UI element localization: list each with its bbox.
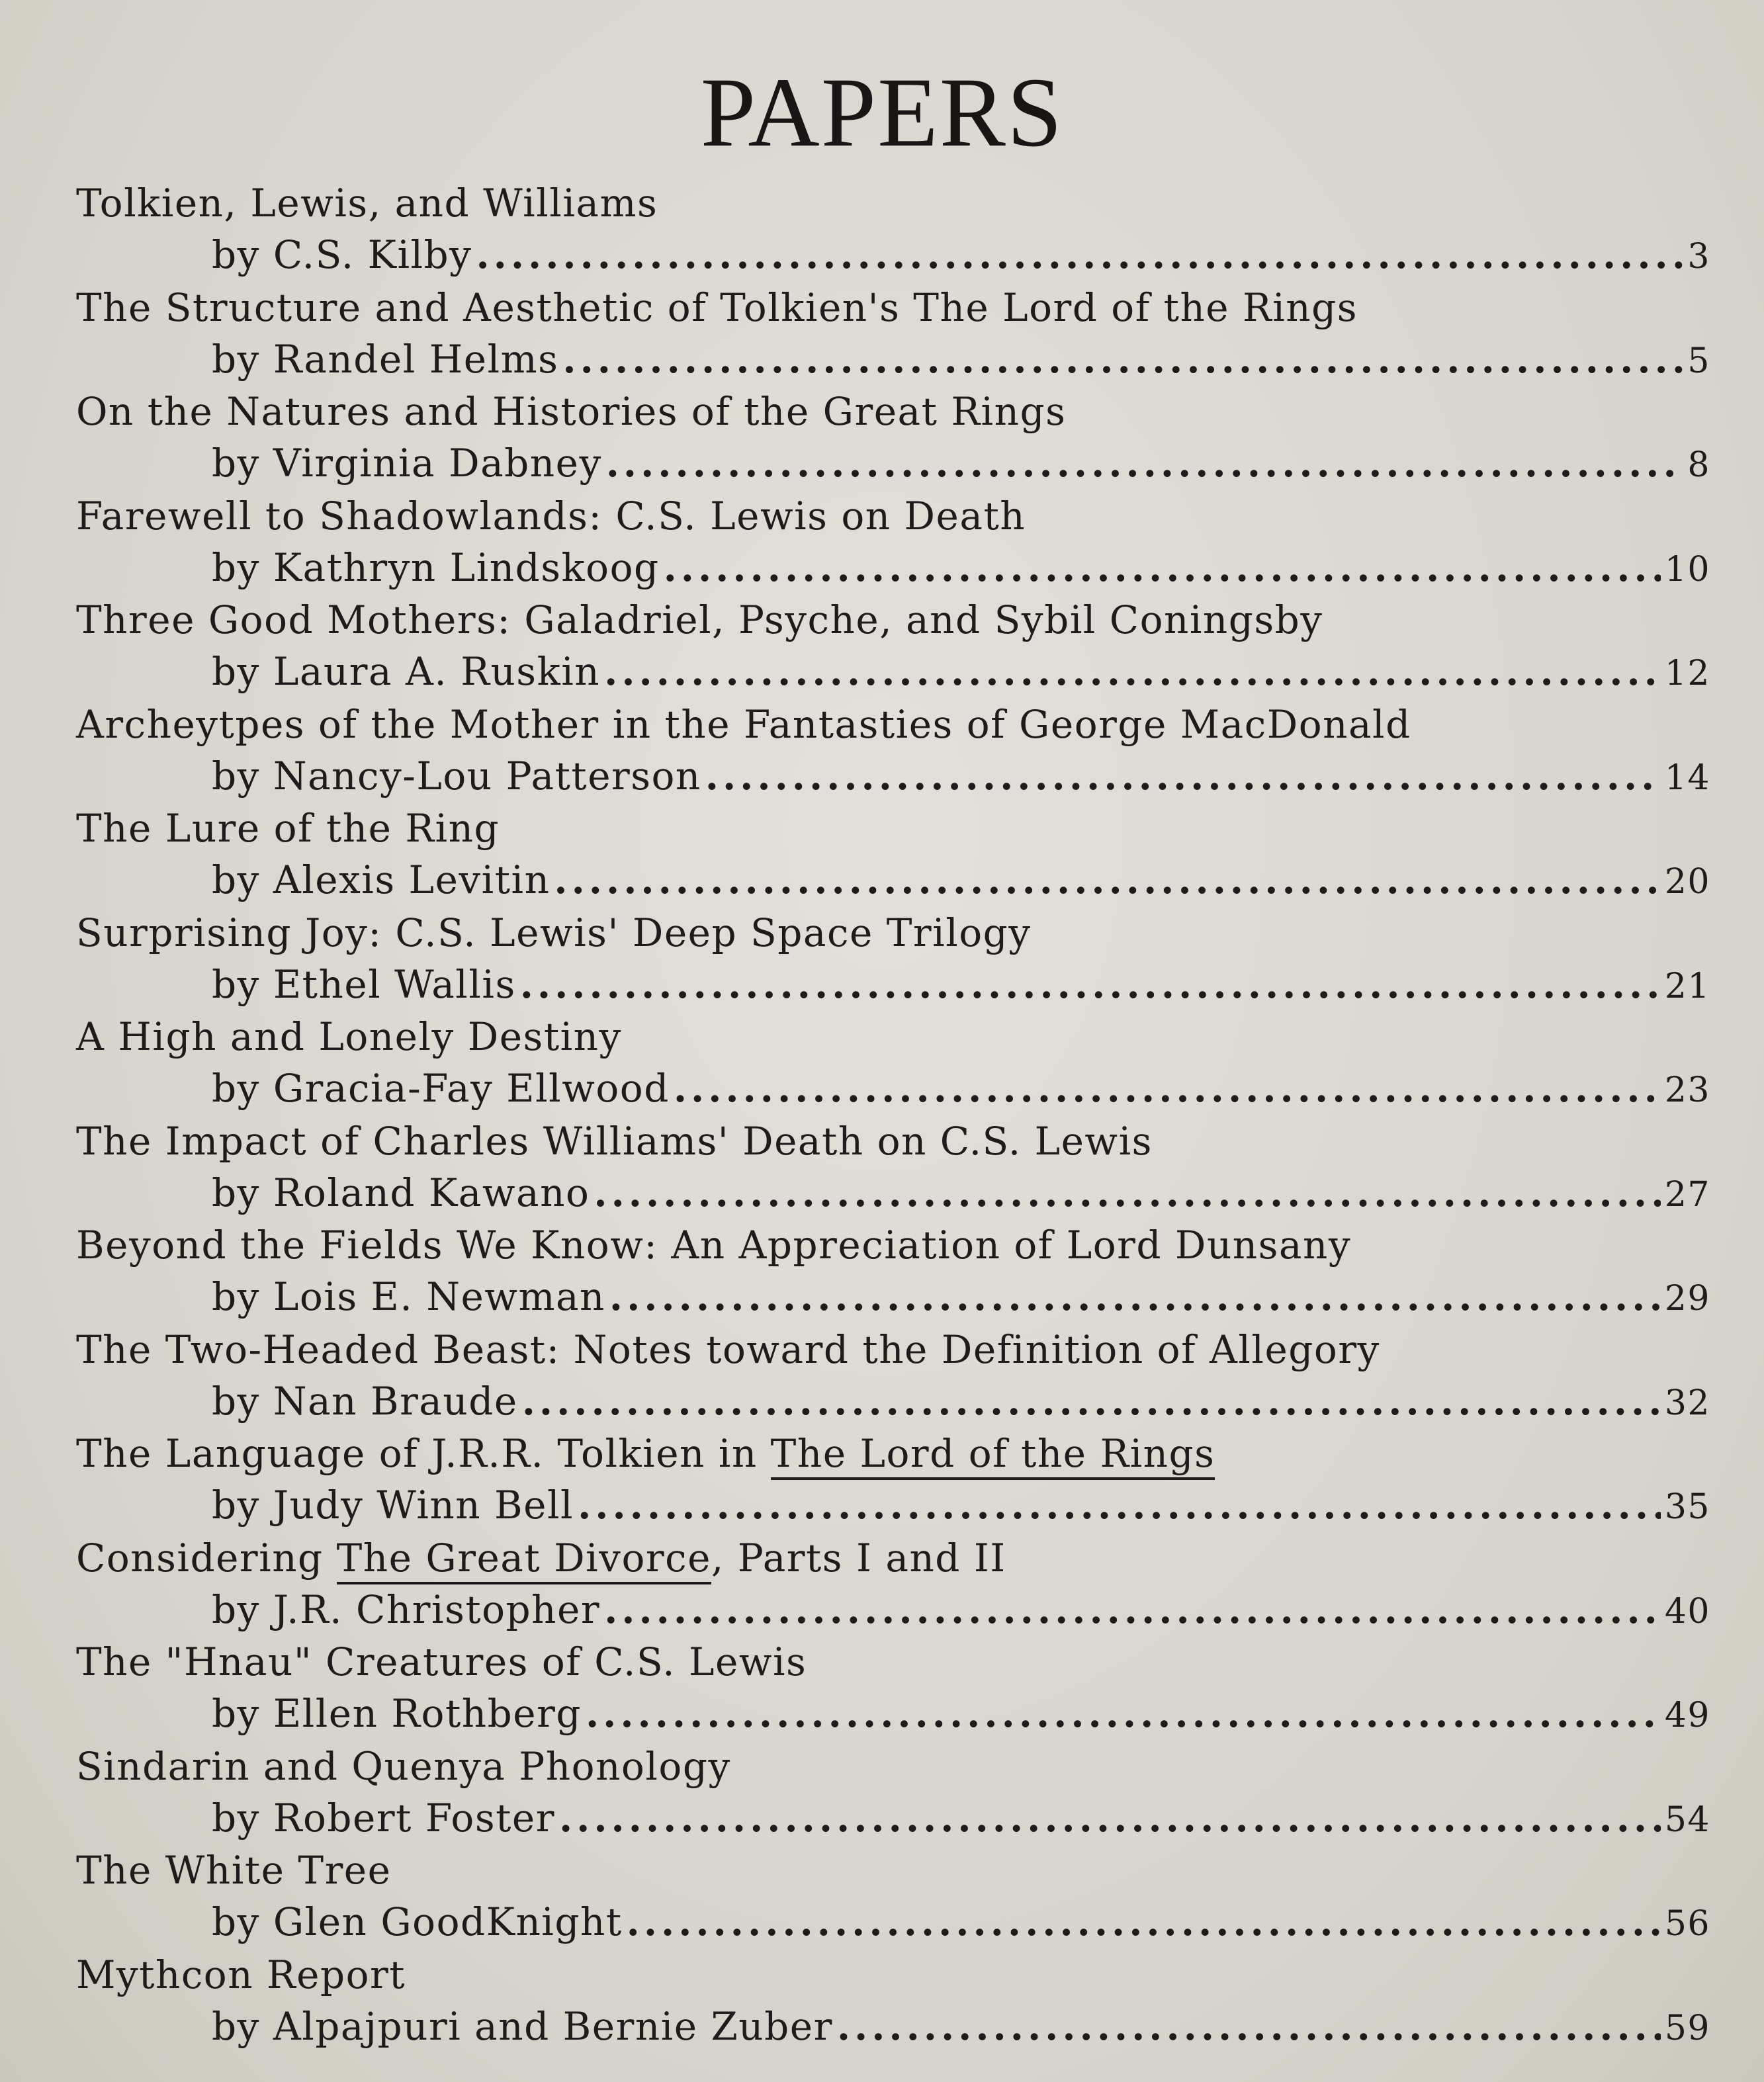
page-heading: PAPERS xyxy=(700,58,1064,167)
entry-title-end: , Parts I and II xyxy=(711,1535,1006,1581)
entry-author: by Nancy-Lou Patterson xyxy=(212,753,701,799)
entry-author: by Roland Kawano xyxy=(212,1170,590,1215)
underlined-book-title: The Lord of the Rings xyxy=(771,1431,1215,1480)
dot-leader xyxy=(674,1064,1661,1113)
entry-author: by Kathryn Lindskoog xyxy=(212,544,660,590)
toc-entry xyxy=(76,1325,1710,1430)
entry-author: by Alexis Levitin xyxy=(212,857,551,902)
entry-author: by Glen GoodKnight xyxy=(212,1899,623,1944)
entry-title: Sindarin and Quenya Phonology xyxy=(76,1743,731,1789)
toc-entry xyxy=(76,1012,1710,1117)
entry-author: by Virginia Dabney xyxy=(212,441,602,486)
toc-entry xyxy=(76,595,1710,700)
entry-page-number: 3 xyxy=(1687,237,1710,277)
entry-title: On the Natures and Histories of the Great Rings xyxy=(76,389,1067,434)
entry-page-number: 5 xyxy=(1687,341,1710,381)
entry-page-number: 35 xyxy=(1664,1487,1710,1527)
entry-author: by Ellen Rothberg xyxy=(212,1691,582,1736)
entry-page-number: 40 xyxy=(1664,1591,1710,1631)
entry-author: by Randel Helms xyxy=(212,336,559,382)
entry-author: by J.R. Christopher xyxy=(212,1586,601,1632)
dot-leader xyxy=(664,543,1661,593)
entry-title: The "Hnau" Creatures of C.S. Lewis xyxy=(76,1639,807,1684)
entry-title: Surprising Joy: C.S. Lewis' Deep Space Trilogy xyxy=(76,910,1032,955)
entry-title: Tolkien, Lewis, and Williams xyxy=(76,181,658,226)
dot-leader xyxy=(476,230,1683,280)
entry-page-number: 21 xyxy=(1664,966,1710,1006)
dot-leader xyxy=(562,335,1683,384)
entry-page-number: 54 xyxy=(1664,1800,1710,1840)
toc-entry xyxy=(76,1846,1710,1950)
entry-page-number: 10 xyxy=(1664,549,1710,589)
dot-leader xyxy=(559,1794,1661,1843)
entry-author: by Judy Winn Bell xyxy=(212,1483,574,1528)
entry-page-number: 14 xyxy=(1664,758,1710,798)
entry-byline-row xyxy=(212,1585,1710,1635)
toc-entry xyxy=(76,1534,1710,1638)
dot-leader xyxy=(594,1168,1660,1218)
dot-leader xyxy=(522,1377,1661,1426)
entry-author: by Ethel Wallis xyxy=(212,961,516,1007)
dot-leader xyxy=(837,2002,1661,2052)
entry-author: by Gracia-Fay Ellwood xyxy=(212,1066,670,1111)
dot-leader xyxy=(586,1689,1661,1739)
entry-byline-row xyxy=(212,1481,1710,1530)
dot-leader xyxy=(604,647,1661,697)
toc-entry xyxy=(76,1950,1710,2055)
entry-title: The Impact of Charles Williams' Death on C.S. Lewis xyxy=(76,1118,1153,1164)
entry-title: The Two-Headed Beast: Notes toward the Definition of Allegory xyxy=(76,1326,1380,1372)
entry-byline-row xyxy=(212,647,1710,697)
entry-page-number: 56 xyxy=(1664,1904,1710,1944)
entry-page-number: 8 xyxy=(1687,445,1710,485)
toc-entry xyxy=(76,700,1710,804)
entry-title xyxy=(76,1429,1215,1479)
entry-title: The White Tree xyxy=(76,1848,392,1893)
entry-author: by Nan Braude xyxy=(212,1378,518,1424)
entry-page-number: 27 xyxy=(1664,1174,1710,1215)
entry-page-number: 12 xyxy=(1664,654,1710,693)
entry-title: Mythcon Report xyxy=(76,1952,406,1997)
entry-byline-row xyxy=(212,1377,1710,1426)
toc-entry xyxy=(76,1221,1710,1325)
toc-entry xyxy=(76,1117,1710,1221)
entry-title: The Lure of the Ring xyxy=(76,806,500,851)
table-of-contents xyxy=(76,179,1710,2054)
entry-byline-row xyxy=(212,1064,1710,1113)
entry-page-number: 59 xyxy=(1664,2008,1710,2048)
toc-entry xyxy=(76,1429,1710,1534)
entry-title: Beyond the Fields We Know: An Appreciation of Lord Dunsany xyxy=(76,1223,1352,1268)
entry-byline-row xyxy=(212,960,1710,1010)
toc-entry xyxy=(76,283,1710,388)
entry-byline-row xyxy=(212,1794,1710,1843)
entry-title: A High and Lonely Destiny xyxy=(76,1014,622,1059)
entry-byline-row xyxy=(212,335,1710,384)
dot-leader xyxy=(520,960,1661,1010)
entry-byline-row xyxy=(212,1689,1710,1739)
entry-byline-row xyxy=(212,439,1710,488)
dot-leader xyxy=(554,855,1660,905)
dot-leader xyxy=(627,1897,1661,1947)
toc-entry xyxy=(76,1637,1710,1742)
entry-title-start: The Language of J.R.R. Tolkien in xyxy=(76,1431,771,1476)
entry-byline-row xyxy=(212,1272,1710,1322)
entry-title: The Structure and Aesthetic of Tolkien's The Lord of the Rings xyxy=(76,284,1358,330)
toc-entry xyxy=(76,804,1710,908)
entry-page-number: 32 xyxy=(1664,1383,1710,1423)
entry-author: by Robert Foster xyxy=(212,1795,555,1841)
entry-page-number: 29 xyxy=(1664,1279,1710,1319)
entry-byline-row xyxy=(212,2002,1710,2052)
entry-author: by Laura A. Ruskin xyxy=(212,649,601,694)
entry-byline-row xyxy=(212,543,1710,593)
entry-byline-row xyxy=(212,752,1710,801)
entry-page-number: 49 xyxy=(1664,1696,1710,1735)
entry-byline-row xyxy=(212,1897,1710,1947)
dot-leader xyxy=(604,1585,1661,1635)
toc-entry xyxy=(76,1742,1710,1846)
toc-entry xyxy=(76,908,1710,1013)
entry-byline-row xyxy=(212,1168,1710,1218)
entry-author: by C.S. Kilby xyxy=(212,232,472,277)
entry-title-start: Considering xyxy=(76,1535,337,1581)
dot-leader xyxy=(606,439,1684,488)
entry-page-number: 23 xyxy=(1664,1070,1710,1110)
entry-title: Farewell to Shadowlands: C.S. Lewis on Death xyxy=(76,493,1026,539)
entry-title: Three Good Mothers: Galadriel, Psyche, and Sybil Coningsby xyxy=(76,597,1323,642)
toc-entry xyxy=(76,387,1710,492)
underlined-book-title: The Great Divorce xyxy=(337,1536,711,1584)
entry-title: Archeytpes of the Mother in the Fantasties of George MacDonald xyxy=(76,701,1411,747)
dot-leader xyxy=(609,1272,1661,1322)
entry-byline-row xyxy=(212,230,1710,280)
entry-page-number: 20 xyxy=(1664,862,1710,902)
dot-leader xyxy=(578,1481,1661,1530)
toc-entry xyxy=(76,492,1710,596)
entry-author: by Lois E. Newman xyxy=(212,1274,605,1319)
entry-author: by Alpajpuri and Bernie Zuber xyxy=(212,2003,833,2049)
toc-entry xyxy=(76,179,1710,283)
entry-title xyxy=(76,1534,1006,1583)
dot-leader xyxy=(705,752,1661,801)
entry-byline-row xyxy=(212,855,1710,905)
